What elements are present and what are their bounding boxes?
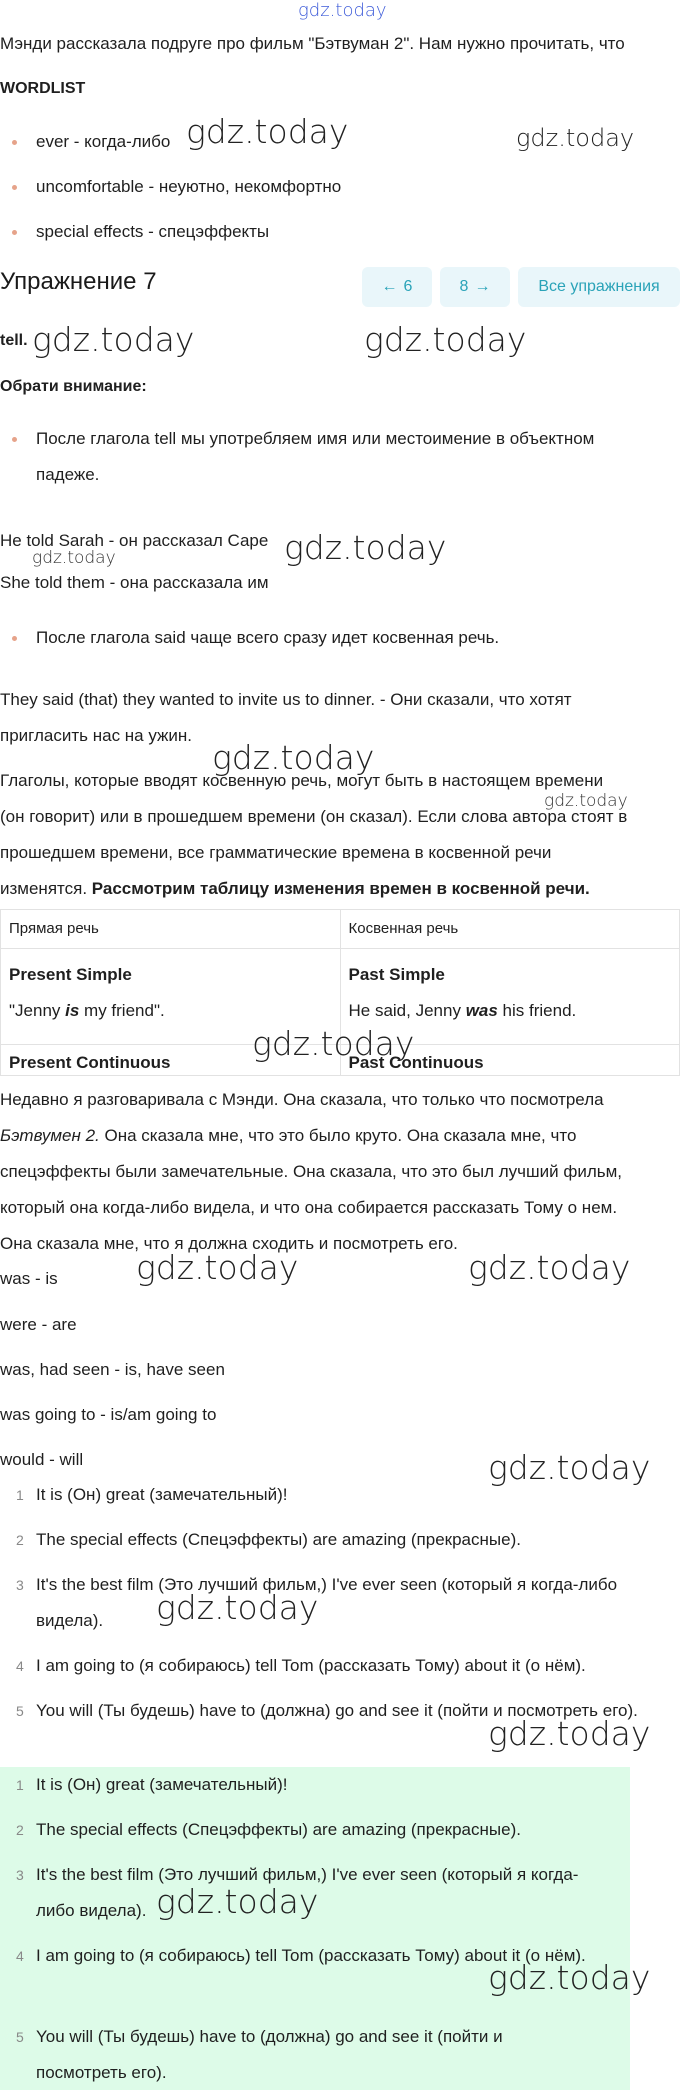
- arrow-left-icon: ←: [381, 278, 398, 295]
- example-text: пригласить нас на ужин.: [0, 726, 193, 745]
- watermark: gdz.today: [252, 1024, 415, 1063]
- list-item: 1 It is (Он) great (замечательный)!: [16, 1775, 288, 1794]
- paragraph-text: прошедшем времени, все грамматические времена в косвенной речи: [0, 843, 552, 862]
- story-text: который она когда-либо видела, и что она собирается рассказать Тому о нем.: [0, 1198, 618, 1217]
- watermark: gdz.today: [488, 1958, 651, 1997]
- paragraph-text: Глаголы, которые вводят косвенную речь, могут быть в настоящем времени: [0, 771, 604, 790]
- watermark: gdz.today: [488, 1448, 651, 1487]
- intro-text: Мэнди рассказала подруге про фильм "Бэтвуман 2". Нам нужно прочитать, что: [0, 34, 625, 53]
- tense-pair: was, had seen - is, have seen: [0, 1360, 225, 1379]
- watermark: gdz.today: [468, 1248, 631, 1287]
- story-text: Бэтвумен 2. Она сказала мне, что это было круто. Она сказала мне, что: [0, 1126, 577, 1145]
- table-header: Косвенная речь: [340, 910, 680, 949]
- watermark: gdz.today: [32, 320, 195, 359]
- story-text: Недавно я разговаривала с Мэнди. Она сказала, что только что посмотрела: [0, 1082, 604, 1118]
- watermark: gdz.today: [284, 528, 447, 567]
- list-item: 2 The special effects (Спецэффекты) are amazing (прекрасные).: [16, 1820, 521, 1839]
- list-item: ever - когда-либо: [0, 124, 680, 169]
- paragraph-text: (он говорит) или в прошедшем времени (он сказал). Если слова автора стоят в: [0, 807, 628, 826]
- next-exercise-button[interactable]: 8 →: [440, 267, 510, 307]
- list-item: После глагола said чаще всего сразу идет косвенная речь.: [0, 620, 680, 656]
- said-rule-list: [0, 620, 680, 656]
- watermark: gdz.today: [186, 112, 349, 151]
- list-item: 4 I am going to (я собираюсь) tell Tom (рассказать Тому) about it (о нём).: [16, 1946, 586, 1965]
- example-text: He told Sarah - он рассказал Саре: [0, 531, 269, 550]
- list-item: 5 You will (Ты будешь) have to (должна) go and see it (пойти и посмотреть его).: [16, 1701, 638, 1720]
- answer-list-highlighted: [0, 1767, 590, 2091]
- list-item: uncomfortable - неуютно, некомфортно: [0, 169, 680, 214]
- watermark: gdz.today: [364, 320, 527, 359]
- list-item: 3 It's the best film (Это лучший фильм,) I've ever seen (который я когда-либо видела).: [16, 1575, 618, 1630]
- watermark: gdz.today: [136, 1248, 299, 1287]
- list-item: 3 It's the best film (Это лучший фильм,) I've ever seen (который я когда-либо видела).: [16, 1865, 579, 1920]
- list-item: После глагола tell мы употребляем имя или местоимение в объектном падеже.: [0, 421, 640, 493]
- story-text: спецэффекты были замечательные. Она сказала, что это был лучший фильм,: [0, 1162, 623, 1181]
- table-cell: Past Simple He said, Jenny was his friend.: [340, 949, 680, 1045]
- table-cell: Past Continuous: [340, 1045, 680, 1076]
- prev-exercise-button[interactable]: ← 6: [362, 267, 432, 307]
- wordlist-heading: WORDLIST: [0, 80, 86, 97]
- tense-pair: was - is: [0, 1269, 58, 1288]
- watermark: gdz.today: [32, 548, 116, 568]
- watermark: gdz.today: [212, 738, 375, 777]
- tell-word: tell.: [0, 332, 28, 349]
- tense-pair: would - will: [0, 1450, 84, 1469]
- table-cell: Present Simple "Jenny is my friend".: [1, 949, 341, 1045]
- example-text: She told them - она рассказала им: [0, 573, 269, 592]
- table-cell: Present Continuous: [1, 1045, 341, 1076]
- list-item: 2 The special effects (Спецэффекты) are amazing (прекрасные).: [16, 1530, 521, 1549]
- exercise-title: Упражнение 7: [0, 268, 157, 295]
- list-item: 1 It is (Он) great (замечательный)!: [16, 1485, 288, 1504]
- watermark: gdz.today: [516, 124, 635, 152]
- watermark: gdz.today: [488, 1714, 651, 1753]
- paragraph-text: изменятся. Рассмотрим таблицу изменения времен в косвенной речи.: [0, 879, 590, 898]
- tell-rule-list: [0, 421, 640, 493]
- list-item: 4 I am going to (я собираюсь) tell Tom (рассказать Тому) about it (о нём).: [16, 1656, 586, 1675]
- list-item: 5 You will (Ты будешь) have to (должна) go and see it (пойти и посмотреть его).: [16, 2027, 503, 2082]
- table-header: Прямая речь: [1, 910, 341, 949]
- watermark: gdz.today: [544, 791, 628, 811]
- attention-heading: Обрати внимание:: [0, 378, 147, 395]
- example-text: They said (that) they wanted to invite us to dinner. - Они сказали, что хотят: [0, 690, 572, 709]
- story-text: Она сказала мне, что я должна сходить и посмотреть его.: [0, 1234, 458, 1253]
- watermark: gdz.today: [156, 1882, 319, 1921]
- all-exercises-button[interactable]: Все упражнения: [518, 267, 680, 307]
- watermark: gdz.today: [298, 0, 387, 21]
- tense-pair: were - are: [0, 1315, 77, 1334]
- arrow-right-icon: →: [474, 278, 491, 295]
- watermark: gdz.today: [156, 1588, 319, 1627]
- tense-pair: was going to - is/am going to: [0, 1405, 217, 1424]
- list-item: special effects - спецэффекты: [0, 214, 680, 259]
